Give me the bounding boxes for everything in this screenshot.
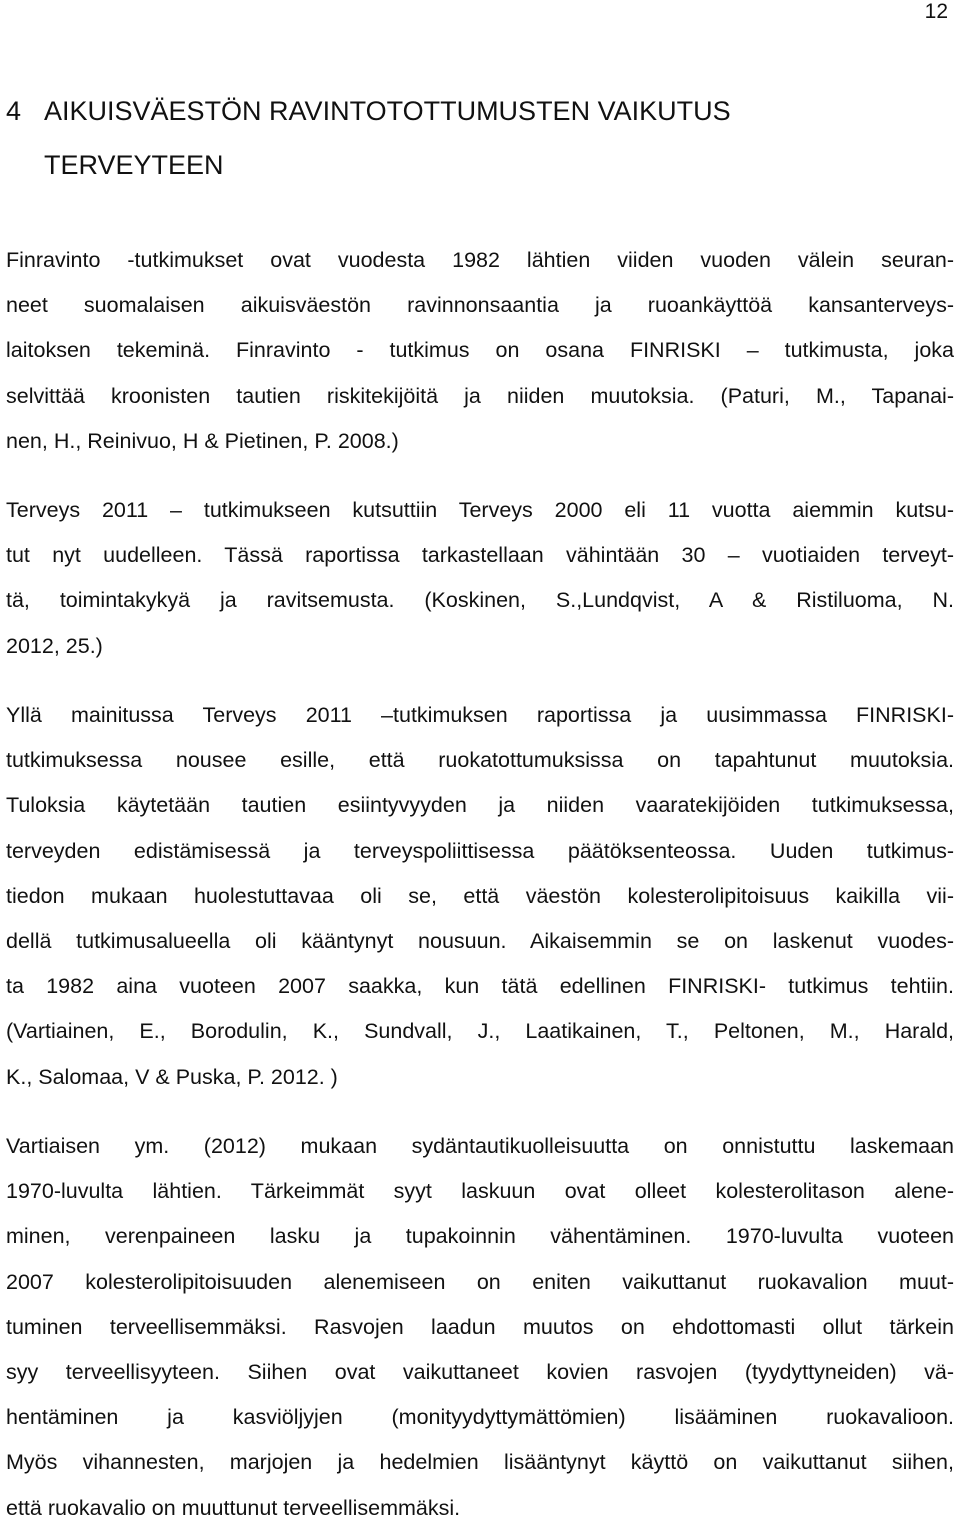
paragraph-2 bbox=[6, 488, 954, 669]
paragraph-line: tiedon mukaan huolestuttavaa oli se, että väestön kolesterolipitoisuus kaikilla vii- bbox=[6, 883, 954, 908]
page-number: 12 bbox=[924, 0, 948, 23]
paragraph-line: 1970-luvulta lähtien. Tärkeimmät syyt laskuun ovat olleet kolesterolitason alene- bbox=[6, 1179, 954, 1204]
paragraph-line: Vartiaisen ym. (2012) mukaan sydäntautikuolleisuutta on onnistuttu laskemaan bbox=[6, 1134, 954, 1158]
paragraph-line: Terveys 2011 – tutkimukseen kutsuttiin Terveys 2000 eli 11 vuotta aiemmin kutsu- bbox=[6, 498, 954, 522]
paragraph-line: tut nyt uudelleen. Tässä raportissa tarkastellaan vähintään 30 – vuotiaiden terveyt- bbox=[6, 543, 954, 568]
paragraph-1 bbox=[6, 238, 954, 464]
paragraph-line: Myös vihannesten, marjojen ja hedelmien lisääntynyt käyttö on vaikuttanut siihen, bbox=[6, 1450, 954, 1475]
paragraph-line: neet suomalaisen aikuisväestön ravinnonsaantia ja ruoankäyttöä kansanterveys- bbox=[6, 293, 954, 318]
section-title-line-1: AIKUISVÄESTÖN RAVINTOTOTTUMUSTEN VAIKUTUS bbox=[44, 96, 731, 126]
paragraph-3 bbox=[6, 693, 954, 1100]
paragraph-line: Yllä mainitussa Terveys 2011 –tutkimuksen raportissa ja uusimmassa FINRISKI- bbox=[6, 703, 954, 727]
paragraph-line: että ruokavalio on muuttunut terveellisemmäksi. bbox=[6, 1495, 461, 1520]
paragraph-line: terveyden edistämisessä ja terveyspoliittisessa päätöksenteossa. Uuden tutkimus- bbox=[6, 838, 954, 863]
paragraph-line: Tuloksia käytetään tautien esiintyvyyden ja niiden vaaratekijöiden tutkimuksessa, bbox=[6, 793, 954, 818]
paragraph-line: ta 1982 aina vuoteen 2007 saakka, kun tätä edellinen FINRISKI- tutkimus tehtiin. bbox=[6, 974, 954, 999]
paragraph-line: dellä tutkimusalueella oli kääntynyt nousuun. Aikaisemmin se on laskenut vuodes- bbox=[6, 929, 954, 954]
section-title-line-2: TERVEYTEEN bbox=[44, 150, 224, 180]
paragraph-line: tä, toimintakykyä ja ravitsemusta. (Koskinen, S.,Lundqvist, A & Ristiluoma, N. bbox=[6, 588, 954, 613]
section-heading bbox=[6, 84, 946, 192]
paragraph-line: 2012, 25.) bbox=[6, 633, 103, 658]
paragraph-line: Finravinto -tutkimukset ovat vuodesta 1982 lähtien viiden vuoden välein seuran- bbox=[6, 248, 954, 272]
paragraph-line: K., Salomaa, V & Puska, P. 2012. ) bbox=[6, 1064, 338, 1089]
paragraph-line: minen, verenpaineen lasku ja tupakoinnin vähentäminen. 1970-luvulta vuoteen bbox=[6, 1224, 954, 1249]
paragraph-line: syy terveellisyyteen. Siihen ovat vaikuttaneet kovien rasvojen (tyydyttyneiden) vä- bbox=[6, 1360, 954, 1385]
paragraph-line: selvittää kroonisten tautien riskitekijöitä ja niiden muutoksia. (Paturi, M., Tapanai- bbox=[6, 383, 954, 408]
paragraph-4 bbox=[6, 1124, 954, 1531]
paragraph-line: laitoksen tekeminä. Finravinto - tutkimus on osana FINRISKI – tutkimusta, joka bbox=[6, 338, 954, 363]
paragraph-line: tutkimuksessa nousee esille, että ruokatottumuksissa on tapahtunut muutoksia. bbox=[6, 748, 954, 773]
paragraph-line: nen, H., Reinivuo, H & Pietinen, P. 2008.) bbox=[6, 428, 399, 453]
paragraph-line: hentäminen ja kasviöljyjen (monityydyttymättömien) lisääminen ruokavalioon. bbox=[6, 1405, 954, 1430]
paragraph-line: 2007 kolesterolipitoisuuden alenemiseen on eniten vaikuttanut ruokavalion muut- bbox=[6, 1269, 954, 1294]
paragraph-line: tuminen terveellisemmäksi. Rasvojen laadun muutos on ehdottomasti ollut tärkein bbox=[6, 1314, 954, 1339]
paragraph-line: (Vartiainen, E., Borodulin, K., Sundvall, J., Laatikainen, T., Peltonen, M., Harald, bbox=[6, 1019, 954, 1044]
section-number: 4 bbox=[6, 96, 22, 126]
